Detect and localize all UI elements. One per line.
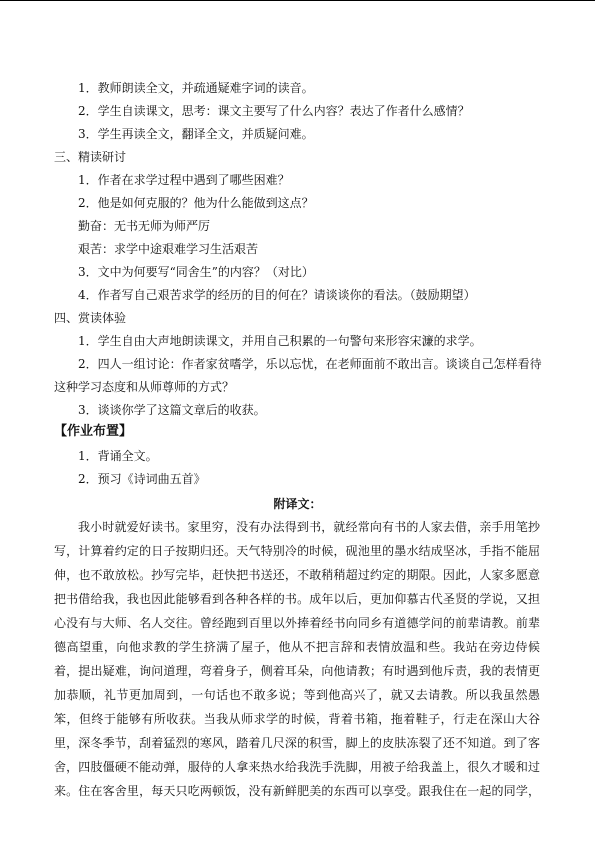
translation-line: 里，深冬季节，刮着猛烈的寒风，踏着几尺深的积雪，脚上的皮肤冻裂了还不知道。到了客 [54,736,540,750]
translation-line: 德高望重，向他求教的学生挤满了屋子，他从不把言辞和表情放温和些。我站在旁边侍候 [54,640,540,654]
question-4: 4．作者写自己艰苦求学的经历的目的何在？请谈谈你的看法。（鼓励期望） [78,288,476,302]
translation-line: 笨，但终于能够有所收获。当我从师求学的时候，背着书箱，拖着鞋子，行走在深山大谷 [54,712,540,726]
translation-line: 舍，四肢僵硬不能动弹，服侍的人拿来热水给我洗手洗脚，用被子给我盖上，很久才暖和过 [54,760,540,774]
question-1: 1．作者在求学过程中遇到了哪些困难？ [78,173,290,187]
appreciation-2-line-1: 2．四人一组讨论：作者家贫嗜学，乐以忘忧，在老师面前不敢出言。谈谈自己怎样看待 [78,357,542,371]
translation-line: 写，计算着约定的日子按期归还。天气特别冷的时候，砚池里的墨水结成坚冰，手指不能屈 [54,544,540,558]
step-3-translate: 3．学生再读全文，翻译全文，并质疑问难。 [78,127,314,141]
question-3: 3．文中为何要写“同舍生”的内容？（对比） [78,265,314,279]
appreciation-2-line-2: 这种学习态度和从师尊师的方式？ [54,380,235,394]
question-2: 2．他是如何克服的？他为什么能做到这点？ [78,196,314,210]
answer-hardship: 艰苦：求学中途艰难学习生活艰苦 [78,242,259,256]
translation-line: 加恭顺，礼节更加周到，一句话也不敢多说；等到他高兴了，就又去请教。所以我虽然愚 [54,688,540,702]
homework-1: 1．背诵全文。 [78,449,158,463]
top-rule [0,0,595,1]
translation-line: 心没有与大师、名人交往。曾经跑到百里以外捧着经书向同乡有道德学问的前辈请教。前辈 [54,616,540,630]
step-2-self-read: 2．学生自读课文，思考：课文主要写了什么内容？表达了作者什么感情？ [78,104,470,118]
step-1-read-aloud: 1．教师朗读全文，并疏通疑难字词的读音。 [78,81,314,95]
appendix-title: 附译文： [273,497,322,511]
section-heading-close-reading: 三、精读研讨 [54,150,127,164]
section-heading-appreciation: 四、赏读体验 [54,311,127,325]
translation-line: 来。住在客舍里，每天只吃两顿饭，没有新鲜肥美的东西可以享受。跟我住在一起的同学， [54,784,540,798]
translation-line: 着，提出疑难，询问道理，弯着身子，侧着耳朵，向他请教；有时遇到他斥责，我的表情更 [54,664,540,678]
translation-line: 我小时就爱好读书。家里穷，没有办法得到书，就经常向有书的人家去借，亲手用笔抄 [78,520,540,534]
appendix-translation [54,515,540,803]
appreciation-3: 3．谈谈你学了这篇文章后的收获。 [78,403,266,417]
homework-2: 2．预习《诗词曲五首》 [78,472,206,486]
translation-line: 把书借给我，我也因此能够看到各种各样的书。成年以后，更加仰慕古代圣贤的学说，又担 [54,592,540,606]
translation-line: 伸，也不敢放松。抄写完毕，赶快把书送还，不敢稍稍超过约定的期限。因此，人家多愿意 [54,568,540,582]
appreciation-1: 1．学生自由大声地朗读课文，并用自己积累的一句警句来形容宋濂的求学。 [78,334,482,348]
homework-heading: 【作业布置】 [54,424,133,439]
answer-diligence: 勤奋：无书无师为师严厉 [78,219,211,233]
